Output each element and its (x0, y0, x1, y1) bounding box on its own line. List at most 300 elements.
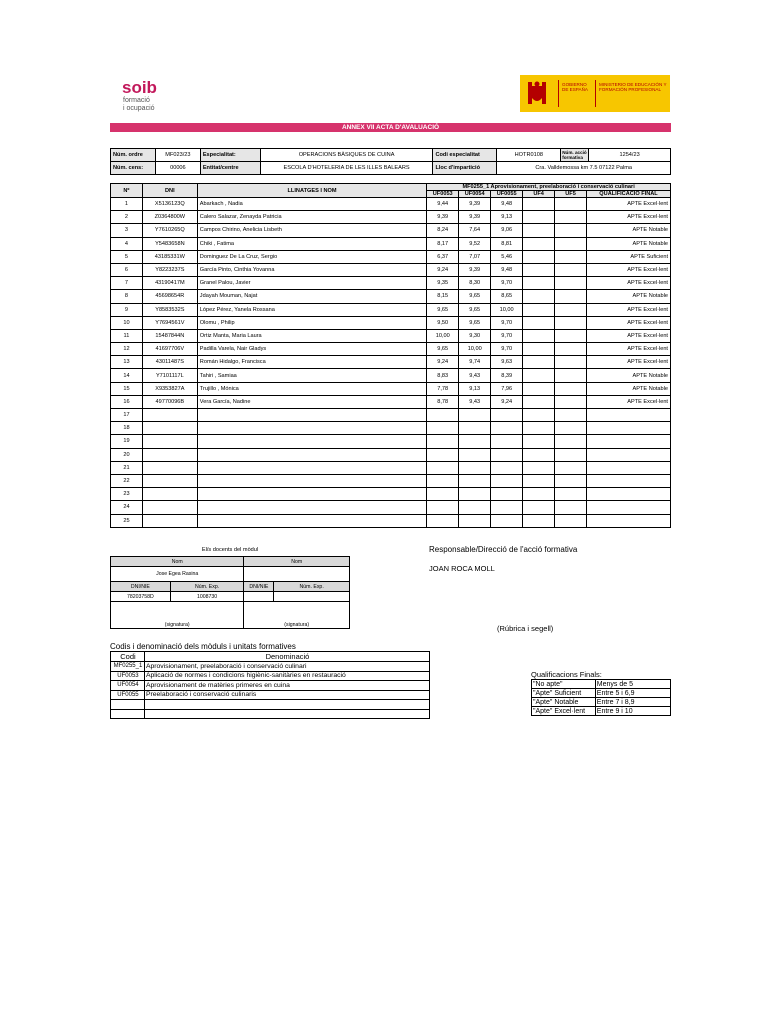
row-name (197, 435, 426, 448)
row-uf5 (555, 435, 587, 448)
denomination-cell: Aprovisionament, preelaboració i conservació culinari (144, 662, 429, 672)
row-uf0055: 9,70 (491, 277, 523, 290)
table-row (111, 277, 671, 290)
row-uf4 (523, 329, 555, 342)
row-uf0053: 9,24 (427, 263, 459, 276)
row-dni (142, 448, 197, 461)
rubrica-label: (Rúbrica i segell) (497, 624, 554, 633)
row-uf5 (555, 211, 587, 224)
row-uf0055: 9,06 (491, 224, 523, 237)
row-uf0054 (459, 448, 491, 461)
teacher1-dni-label: DNI/NIE (111, 582, 171, 592)
table-row (111, 700, 430, 710)
table-row (111, 211, 671, 224)
row-uf4 (523, 395, 555, 408)
row-uf4 (523, 250, 555, 263)
especialitat-label: Especialitat: (200, 149, 260, 162)
row-name (197, 514, 426, 527)
row-uf4 (523, 422, 555, 435)
row-uf0055 (491, 461, 523, 474)
row-final-grade: APTE Excel·lent (587, 395, 671, 408)
row-name: Calero Salazar, Zenayda Patricia (197, 211, 426, 224)
row-number: 10 (111, 316, 143, 329)
denomination-cell: Preelaboració i conservació culinaris (144, 690, 429, 700)
row-uf4 (523, 316, 555, 329)
row-final-grade (587, 514, 671, 527)
table-row (111, 435, 671, 448)
row-dni: Y5483658N (142, 237, 197, 250)
row-uf0054 (459, 461, 491, 474)
row-name (197, 501, 426, 514)
row-uf0053: 9,65 (427, 303, 459, 316)
row-uf0055: 5,46 (491, 250, 523, 263)
row-final-grade: APTE Notable (587, 237, 671, 250)
table-row (111, 488, 671, 501)
col-final-header: QUALIFICACIÓ FINAL (587, 191, 671, 198)
row-uf0053: 8,83 (427, 369, 459, 382)
row-number: 18 (111, 422, 143, 435)
table-row (111, 461, 671, 474)
unit-header: UF0054 (459, 191, 491, 198)
row-uf0053 (427, 501, 459, 514)
qualification-range: Entre 7 i 8,9 (595, 698, 670, 707)
row-uf4 (523, 369, 555, 382)
row-uf0054 (459, 422, 491, 435)
students-table (110, 183, 671, 528)
row-uf5 (555, 514, 587, 527)
logo-divider (595, 80, 596, 107)
row-uf0054 (459, 409, 491, 422)
table-row (111, 501, 671, 514)
table-row (111, 448, 671, 461)
row-uf4 (523, 382, 555, 395)
table-row (111, 681, 430, 691)
row-uf0054: 9,39 (459, 211, 491, 224)
row-uf5 (555, 316, 587, 329)
row-uf0055: 7,96 (491, 382, 523, 395)
table-row (111, 671, 430, 681)
row-uf0054 (459, 474, 491, 487)
row-number: 24 (111, 501, 143, 514)
row-uf5 (555, 409, 587, 422)
header-table (110, 148, 671, 175)
codi-especialitat-label: Codi especialitat (433, 149, 497, 162)
row-uf0054: 9,65 (459, 290, 491, 303)
table-row (111, 474, 671, 487)
unit-header: UF0055 (491, 191, 523, 198)
table-row (111, 409, 671, 422)
row-final-grade: APTE Excel·lent (587, 303, 671, 316)
row-name: Tahiri , Samiaa (197, 369, 426, 382)
row-name: Román Hidalgo, Francisca (197, 356, 426, 369)
table-row (111, 290, 671, 303)
row-uf5 (555, 198, 587, 211)
row-uf5 (555, 356, 587, 369)
row-dni: X9353827A (142, 382, 197, 395)
row-dni (142, 501, 197, 514)
table-row (111, 343, 671, 356)
row-uf0053 (427, 448, 459, 461)
row-uf4 (523, 514, 555, 527)
codes-table (110, 651, 430, 719)
row-uf0055: 9,70 (491, 343, 523, 356)
row-name: Chiki , Fatima (197, 237, 426, 250)
row-uf5 (555, 290, 587, 303)
row-uf0055: 9,48 (491, 198, 523, 211)
row-number: 14 (111, 369, 143, 382)
row-uf4 (523, 474, 555, 487)
row-uf4 (523, 409, 555, 422)
qualification-label: "Apte" Suficient (532, 689, 596, 698)
qualification-range: Entre 9 i 10 (595, 707, 670, 716)
row-uf0054 (459, 501, 491, 514)
row-uf4 (523, 343, 555, 356)
row-uf5 (555, 250, 587, 263)
row-uf5 (555, 488, 587, 501)
row-uf4 (523, 211, 555, 224)
row-dni: Y8223237S (142, 263, 197, 276)
row-final-grade (587, 488, 671, 501)
row-uf0055: 9,48 (491, 263, 523, 276)
row-name (197, 409, 426, 422)
entitat-label: Entitat/centre (200, 162, 260, 175)
codes-col-name: Denominació (144, 652, 429, 662)
row-uf0055: 8,81 (491, 237, 523, 250)
qualification-label: "Apte" Notable (532, 698, 596, 707)
teacher2-name (244, 567, 350, 582)
responsible-name: JOAN ROCA MOLL (429, 564, 495, 573)
row-number: 2 (111, 211, 143, 224)
row-name: Trujillo , Mónica (197, 382, 426, 395)
soib-logo-sub2: i ocupació (123, 105, 155, 112)
qualification-label: "Apte" Excel·lent (532, 707, 596, 716)
row-name: Jdayah Mouman, Najat (197, 290, 426, 303)
row-uf4 (523, 290, 555, 303)
row-final-grade: APTE Excel·lent (587, 198, 671, 211)
row-uf4 (523, 448, 555, 461)
row-dni (142, 488, 197, 501)
table-row (111, 250, 671, 263)
table-row (111, 395, 671, 408)
row-uf0054: 9,43 (459, 395, 491, 408)
row-final-grade (587, 435, 671, 448)
row-uf0053: 6,37 (427, 250, 459, 263)
row-dni (142, 435, 197, 448)
row-uf5 (555, 448, 587, 461)
row-uf0053: 9,44 (427, 198, 459, 211)
row-final-grade: APTE Excel·lent (587, 277, 671, 290)
table-row (111, 303, 671, 316)
row-final-grade: APTE Excel·lent (587, 263, 671, 276)
entitat-value: ESCOLA D'HOTELERIA DE LES ILLES BALEARS (260, 162, 433, 175)
row-name: García Pinto, Cinthia Yovanna (197, 263, 426, 276)
row-name: López Pérez, Yanela Rossana (197, 303, 426, 316)
row-final-grade: APTE Excel·lent (587, 329, 671, 342)
row-final-grade: APTE Excel·lent (587, 316, 671, 329)
teachers-caption: El/s docents del mòdul (201, 547, 259, 553)
row-uf0054: 9,65 (459, 303, 491, 316)
col-dni-header: DNI (142, 184, 197, 198)
row-uf4 (523, 461, 555, 474)
teachers-table (110, 556, 350, 629)
row-uf0055 (491, 422, 523, 435)
row-number: 6 (111, 263, 143, 276)
teacher1-exp-label: Núm. Exp. (170, 582, 244, 592)
row-uf0054: 9,30 (459, 329, 491, 342)
row-uf0055 (491, 474, 523, 487)
row-uf0054: 8,30 (459, 277, 491, 290)
row-dni: X5136123Q (142, 198, 197, 211)
row-uf0053 (427, 461, 459, 474)
row-number: 20 (111, 448, 143, 461)
row-name (197, 461, 426, 474)
soib-logo-sub1: formació (123, 97, 150, 104)
row-uf0053: 7,78 (427, 382, 459, 395)
num-ordre-label: Núm. ordre (111, 149, 156, 162)
table-row (111, 422, 671, 435)
row-uf0053 (427, 514, 459, 527)
row-number: 16 (111, 395, 143, 408)
row-final-grade (587, 422, 671, 435)
row-uf0055: 9,70 (491, 316, 523, 329)
soib-logo-word: soib (122, 78, 157, 97)
row-uf0053: 9,24 (427, 356, 459, 369)
table-row (111, 662, 430, 672)
row-uf0053: 9,35 (427, 277, 459, 290)
row-uf0054: 9,39 (459, 198, 491, 211)
code-cell (111, 709, 145, 719)
row-uf0055: 8,39 (491, 369, 523, 382)
codes-title: Codis i denominació dels mòduls i unitats formatives (110, 642, 296, 651)
row-dni (142, 422, 197, 435)
row-dni: 43190417M (142, 277, 197, 290)
table-row (111, 237, 671, 250)
table-row (111, 329, 671, 342)
row-final-grade: APTE Notable (587, 382, 671, 395)
code-cell: MF0255_1 (111, 662, 145, 672)
row-final-grade: APTE Notable (587, 290, 671, 303)
denomination-cell: Aprovisionament de matèries primeres en cuina (144, 681, 429, 691)
row-final-grade (587, 461, 671, 474)
lloc-value: Cra. Valldemossa km 7.5 07122 Palma (497, 162, 671, 175)
row-uf5 (555, 343, 587, 356)
table-row (111, 514, 671, 527)
row-uf5 (555, 224, 587, 237)
row-uf5 (555, 474, 587, 487)
teacher1-name-label: Nom (111, 557, 244, 567)
row-number: 15 (111, 382, 143, 395)
row-number: 8 (111, 290, 143, 303)
row-uf0053 (427, 422, 459, 435)
row-uf4 (523, 224, 555, 237)
row-uf5 (555, 395, 587, 408)
row-uf4 (523, 277, 555, 290)
unit-header: UF5 (555, 191, 587, 198)
row-final-grade: APTE Suficient (587, 250, 671, 263)
row-uf0053: 9,65 (427, 343, 459, 356)
row-uf5 (555, 422, 587, 435)
row-uf4 (523, 501, 555, 514)
row-dni: Y7694561V (142, 316, 197, 329)
row-uf5 (555, 277, 587, 290)
row-dni: 43185331W (142, 250, 197, 263)
row-dni: Z0364800W (142, 211, 197, 224)
lloc-label: Lloc d'impartició (433, 162, 497, 175)
table-row (111, 369, 671, 382)
module-title-header: MF0255_1 Aprovisionament, preelaboració i conservació culinari (427, 184, 671, 191)
row-uf5 (555, 237, 587, 250)
row-name (197, 488, 426, 501)
row-uf0054 (459, 488, 491, 501)
row-uf0053: 8,17 (427, 237, 459, 250)
row-number: 1 (111, 198, 143, 211)
teacher2-exp-label: Núm. Exp. (274, 582, 350, 592)
teacher1-name: Jose Egea Rasina (111, 567, 244, 582)
soib-logo (122, 78, 182, 122)
row-uf0053: 10,00 (427, 329, 459, 342)
row-name: Olomu , Philip (197, 316, 426, 329)
code-cell: UF0053 (111, 671, 145, 681)
row-uf0054: 7,64 (459, 224, 491, 237)
row-uf0053: 8,78 (427, 395, 459, 408)
table-row (111, 356, 671, 369)
row-number: 17 (111, 409, 143, 422)
row-dni: 43011487S (142, 356, 197, 369)
teacher1-dni: 78203758D (111, 592, 171, 602)
num-cens-value: 00006 (155, 162, 200, 175)
col-name-header: LLINATGES I NOM (197, 184, 426, 198)
gov-logo-left-text: GOBIERNO DE ESPAÑA (562, 82, 588, 92)
row-number: 25 (111, 514, 143, 527)
row-name (197, 448, 426, 461)
row-name: Vera García, Nadine (197, 395, 426, 408)
document-title: ANNEX VII ACTA D'AVALUACIÓ (110, 123, 671, 132)
num-accio-value: 1254/23 (589, 149, 671, 162)
row-uf0055 (491, 488, 523, 501)
row-uf0053: 8,24 (427, 224, 459, 237)
row-uf0055: 9,13 (491, 211, 523, 224)
row-final-grade: APTE Excel·lent (587, 343, 671, 356)
row-uf0053: 9,39 (427, 211, 459, 224)
table-row (532, 707, 671, 716)
logo-divider (558, 80, 559, 107)
row-name (197, 474, 426, 487)
unit-header: UF4 (523, 191, 555, 198)
row-number: 12 (111, 343, 143, 356)
row-dni: 41697706V (142, 343, 197, 356)
row-final-grade: APTE Excel·lent (587, 356, 671, 369)
row-uf0053 (427, 488, 459, 501)
row-uf0055: 9,63 (491, 356, 523, 369)
row-uf0055: 9,24 (491, 395, 523, 408)
table-row (111, 709, 430, 719)
code-cell: UF0054 (111, 681, 145, 691)
teacher1-exp: 1008730 (170, 592, 244, 602)
teacher2-signature: (signatura) (244, 602, 350, 629)
especialitat-value: OPERACIONS BÀSIQUES DE CUINA (260, 149, 433, 162)
teacher1-signature: (signatura) (111, 602, 244, 629)
row-number: 3 (111, 224, 143, 237)
row-dni (142, 409, 197, 422)
row-uf0054: 9,13 (459, 382, 491, 395)
table-row (532, 680, 671, 689)
row-uf5 (555, 369, 587, 382)
row-number: 22 (111, 474, 143, 487)
teacher2-dni-label: DNI/NIE (244, 582, 274, 592)
row-uf0055: 10,00 (491, 303, 523, 316)
row-uf0053 (427, 474, 459, 487)
row-dni: Y7101117L (142, 369, 197, 382)
code-cell (111, 700, 145, 710)
num-ordre-value: MF023/23 (155, 149, 200, 162)
row-uf4 (523, 198, 555, 211)
row-uf0054: 9,52 (459, 237, 491, 250)
row-final-grade: APTE Notable (587, 369, 671, 382)
row-uf5 (555, 263, 587, 276)
row-name (197, 422, 426, 435)
table-row (111, 316, 671, 329)
row-name: Campos Chirino, Anelicia Lisbeth (197, 224, 426, 237)
row-name: Granel Palou, Javier (197, 277, 426, 290)
teacher2-exp (274, 592, 350, 602)
codes-col-code: Codi (111, 652, 145, 662)
row-uf4 (523, 488, 555, 501)
row-uf0055 (491, 514, 523, 527)
row-dni: Y7610265Q (142, 224, 197, 237)
row-uf0055 (491, 448, 523, 461)
row-uf0054: 10,00 (459, 343, 491, 356)
qualification-range: Menys de 5 (595, 680, 670, 689)
row-dni (142, 461, 197, 474)
row-dni: 49770096B (142, 395, 197, 408)
row-number: 13 (111, 356, 143, 369)
row-uf5 (555, 382, 587, 395)
row-dni: 15487844N (142, 329, 197, 342)
row-final-grade (587, 474, 671, 487)
col-num-header: Nº (111, 184, 143, 198)
row-uf0054: 9,65 (459, 316, 491, 329)
row-number: 21 (111, 461, 143, 474)
responsible-label: Responsable/Direcció de l'acció formativa (429, 545, 578, 554)
denomination-cell (144, 700, 429, 710)
gov-logo-right-text: MINISTERIO DE EDUCACIÓN Y FORMACIÓN PROFESIONAL (599, 82, 667, 92)
code-cell: UF0055 (111, 690, 145, 700)
row-dni (142, 474, 197, 487)
qualification-range: Entre 5 i 6,9 (595, 689, 670, 698)
row-dni: Y8583532S (142, 303, 197, 316)
row-uf5 (555, 329, 587, 342)
row-number: 11 (111, 329, 143, 342)
row-uf5 (555, 303, 587, 316)
row-uf0055 (491, 435, 523, 448)
qualification-label: "No apte" (532, 680, 596, 689)
row-final-grade: APTE Notable (587, 224, 671, 237)
government-logo (520, 75, 670, 112)
unit-header: UF0053 (427, 191, 459, 198)
row-uf0055 (491, 501, 523, 514)
row-uf0053: 9,50 (427, 316, 459, 329)
row-uf4 (523, 435, 555, 448)
denomination-cell (144, 709, 429, 719)
row-dni: 45698654R (142, 290, 197, 303)
row-number: 23 (111, 488, 143, 501)
row-uf4 (523, 237, 555, 250)
row-name: Abarkach , Nadia (197, 198, 426, 211)
row-uf4 (523, 356, 555, 369)
row-uf5 (555, 461, 587, 474)
table-row (532, 689, 671, 698)
row-uf4 (523, 303, 555, 316)
